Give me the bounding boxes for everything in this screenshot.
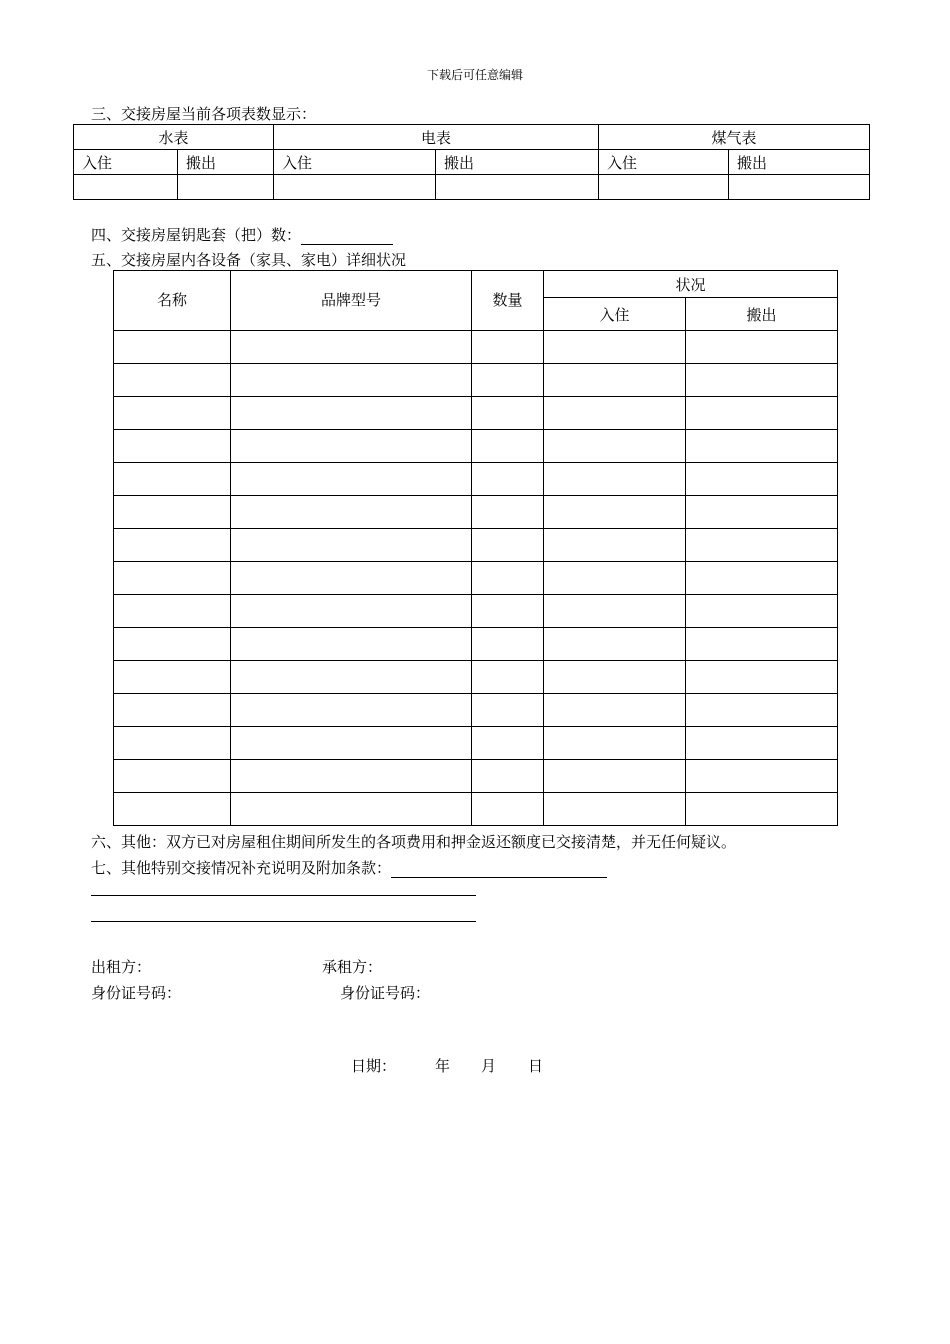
cell-brand[interactable] (231, 430, 472, 463)
cell-name[interactable] (114, 529, 231, 562)
cell-qty[interactable] (472, 595, 544, 628)
table-row (114, 694, 838, 727)
cell-in[interactable] (544, 727, 686, 760)
page-header: 下载后可任意编辑 (426, 68, 523, 82)
cell-name[interactable] (114, 661, 231, 694)
date-day: 日 (528, 1057, 544, 1075)
water-in-label: 入住 (74, 150, 178, 175)
table-row (114, 529, 838, 562)
cell-out[interactable] (686, 793, 838, 826)
cell-brand[interactable] (231, 463, 472, 496)
cell-in[interactable] (544, 562, 686, 595)
electric-in-label: 入住 (274, 150, 436, 175)
section7-text: 七、其他特别交接情况补充说明及附加条款： (91, 859, 392, 877)
cell-brand[interactable] (231, 793, 472, 826)
electric-out-label: 搬出 (436, 150, 599, 175)
cell-out[interactable] (686, 661, 838, 694)
cell-name[interactable] (114, 496, 231, 529)
cell-name[interactable] (114, 430, 231, 463)
section4-title: 四、交接房屋钥匙套（把）数： (91, 226, 302, 244)
cell-brand[interactable] (231, 760, 472, 793)
cell-qty[interactable] (472, 496, 544, 529)
cell-in[interactable] (544, 397, 686, 430)
col-out-header: 搬出 (686, 298, 838, 331)
cell-brand[interactable] (231, 529, 472, 562)
lessee-id-label: 身份证号码： (340, 984, 431, 1002)
water-in-value[interactable] (74, 175, 178, 200)
supplement-blank-2[interactable] (91, 895, 476, 896)
section7-line (91, 857, 607, 878)
cell-name[interactable] (114, 331, 231, 364)
electric-out-value[interactable] (436, 175, 599, 200)
table-row (114, 562, 838, 595)
cell-qty[interactable] (472, 793, 544, 826)
cell-out[interactable] (686, 760, 838, 793)
cell-in[interactable] (544, 793, 686, 826)
gas-meter-header: 煤气表 (599, 125, 870, 150)
col-status-header: 状况 (544, 271, 838, 298)
col-name-header: 名称 (114, 271, 231, 331)
cell-in[interactable] (544, 661, 686, 694)
cell-name[interactable] (114, 628, 231, 661)
cell-name[interactable] (114, 463, 231, 496)
supplement-blank-3[interactable] (91, 921, 476, 922)
cell-qty[interactable] (472, 694, 544, 727)
table-row (114, 793, 838, 826)
cell-name[interactable] (114, 364, 231, 397)
cell-name[interactable] (114, 694, 231, 727)
section3-title: 三、交接房屋当前各项表数显示： (91, 105, 317, 123)
cell-qty[interactable] (472, 364, 544, 397)
cell-in[interactable] (544, 496, 686, 529)
cell-qty[interactable] (472, 397, 544, 430)
cell-name[interactable] (114, 760, 231, 793)
cell-qty[interactable] (472, 727, 544, 760)
cell-in[interactable] (544, 595, 686, 628)
cell-out[interactable] (686, 595, 838, 628)
section5-title: 五、交接房屋内各设备（家具、家电）详细状况 (91, 251, 407, 269)
equipment-table (113, 270, 838, 826)
cell-out[interactable] (686, 694, 838, 727)
cell-out[interactable] (686, 727, 838, 760)
table-row (114, 595, 838, 628)
cell-brand[interactable] (231, 496, 472, 529)
lessee-label: 承租方： (322, 958, 383, 976)
cell-brand[interactable] (231, 397, 472, 430)
cell-brand[interactable] (231, 694, 472, 727)
lessor-id-label: 身份证号码： (91, 984, 182, 1002)
cell-in[interactable] (544, 760, 686, 793)
key-count-blank[interactable] (301, 230, 393, 245)
cell-out[interactable] (686, 331, 838, 364)
cell-brand[interactable] (231, 727, 472, 760)
section4-line (91, 224, 393, 245)
cell-qty[interactable] (472, 463, 544, 496)
cell-out[interactable] (686, 364, 838, 397)
table-row (114, 661, 838, 694)
cell-qty[interactable] (472, 661, 544, 694)
section6-text: 六、其他：双方已对房屋租住期间所发生的各项费用和押金返还额度已交接清楚，并无任何疑议。 (91, 833, 737, 851)
col-brand-header: 品牌型号 (231, 271, 472, 331)
water-out-value[interactable] (178, 175, 274, 200)
water-out-label: 搬出 (178, 150, 274, 175)
table-row (114, 364, 838, 397)
cell-in[interactable] (544, 529, 686, 562)
cell-name[interactable] (114, 727, 231, 760)
date-label: 日期： (351, 1057, 397, 1075)
cell-name[interactable] (114, 595, 231, 628)
gas-in-label: 入住 (599, 150, 729, 175)
cell-qty[interactable] (472, 430, 544, 463)
cell-brand[interactable] (231, 562, 472, 595)
cell-qty[interactable] (472, 628, 544, 661)
cell-qty[interactable] (472, 331, 544, 364)
cell-brand[interactable] (231, 595, 472, 628)
cell-brand[interactable] (231, 364, 472, 397)
cell-in[interactable] (544, 430, 686, 463)
cell-qty[interactable] (472, 760, 544, 793)
water-meter-header: 水表 (74, 125, 274, 150)
supplement-blank-1[interactable] (391, 863, 607, 878)
cell-qty[interactable] (472, 562, 544, 595)
cell-out[interactable] (686, 463, 838, 496)
lessor-label: 出租方： (91, 958, 152, 976)
table-row (114, 496, 838, 529)
date-month: 月 (481, 1057, 497, 1075)
cell-brand[interactable] (231, 661, 472, 694)
table-row (114, 628, 838, 661)
cell-brand[interactable] (231, 331, 472, 364)
cell-in[interactable] (544, 364, 686, 397)
col-qty-header: 数量 (472, 271, 544, 331)
gas-out-value[interactable] (729, 175, 870, 200)
cell-out[interactable] (686, 529, 838, 562)
cell-in[interactable] (544, 628, 686, 661)
gas-in-value[interactable] (599, 175, 729, 200)
table-row (114, 463, 838, 496)
cell-in[interactable] (544, 331, 686, 364)
cell-in[interactable] (544, 694, 686, 727)
table-row (114, 430, 838, 463)
cell-out[interactable] (686, 397, 838, 430)
cell-qty[interactable] (472, 529, 544, 562)
cell-out[interactable] (686, 562, 838, 595)
cell-name[interactable] (114, 562, 231, 595)
cell-name[interactable] (114, 793, 231, 826)
gas-out-label: 搬出 (729, 150, 870, 175)
table-row (114, 331, 838, 364)
cell-in[interactable] (544, 463, 686, 496)
cell-name[interactable] (114, 397, 231, 430)
cell-out[interactable] (686, 430, 838, 463)
cell-out[interactable] (686, 496, 838, 529)
electric-meter-header: 电表 (274, 125, 599, 150)
meter-table (73, 124, 870, 200)
cell-out[interactable] (686, 628, 838, 661)
electric-in-value[interactable] (274, 175, 436, 200)
table-row (114, 760, 838, 793)
col-in-header: 入住 (544, 298, 686, 331)
equipment-rows (114, 331, 838, 826)
cell-brand[interactable] (231, 628, 472, 661)
table-row (114, 397, 838, 430)
table-row (114, 727, 838, 760)
date-year: 年 (435, 1057, 451, 1075)
